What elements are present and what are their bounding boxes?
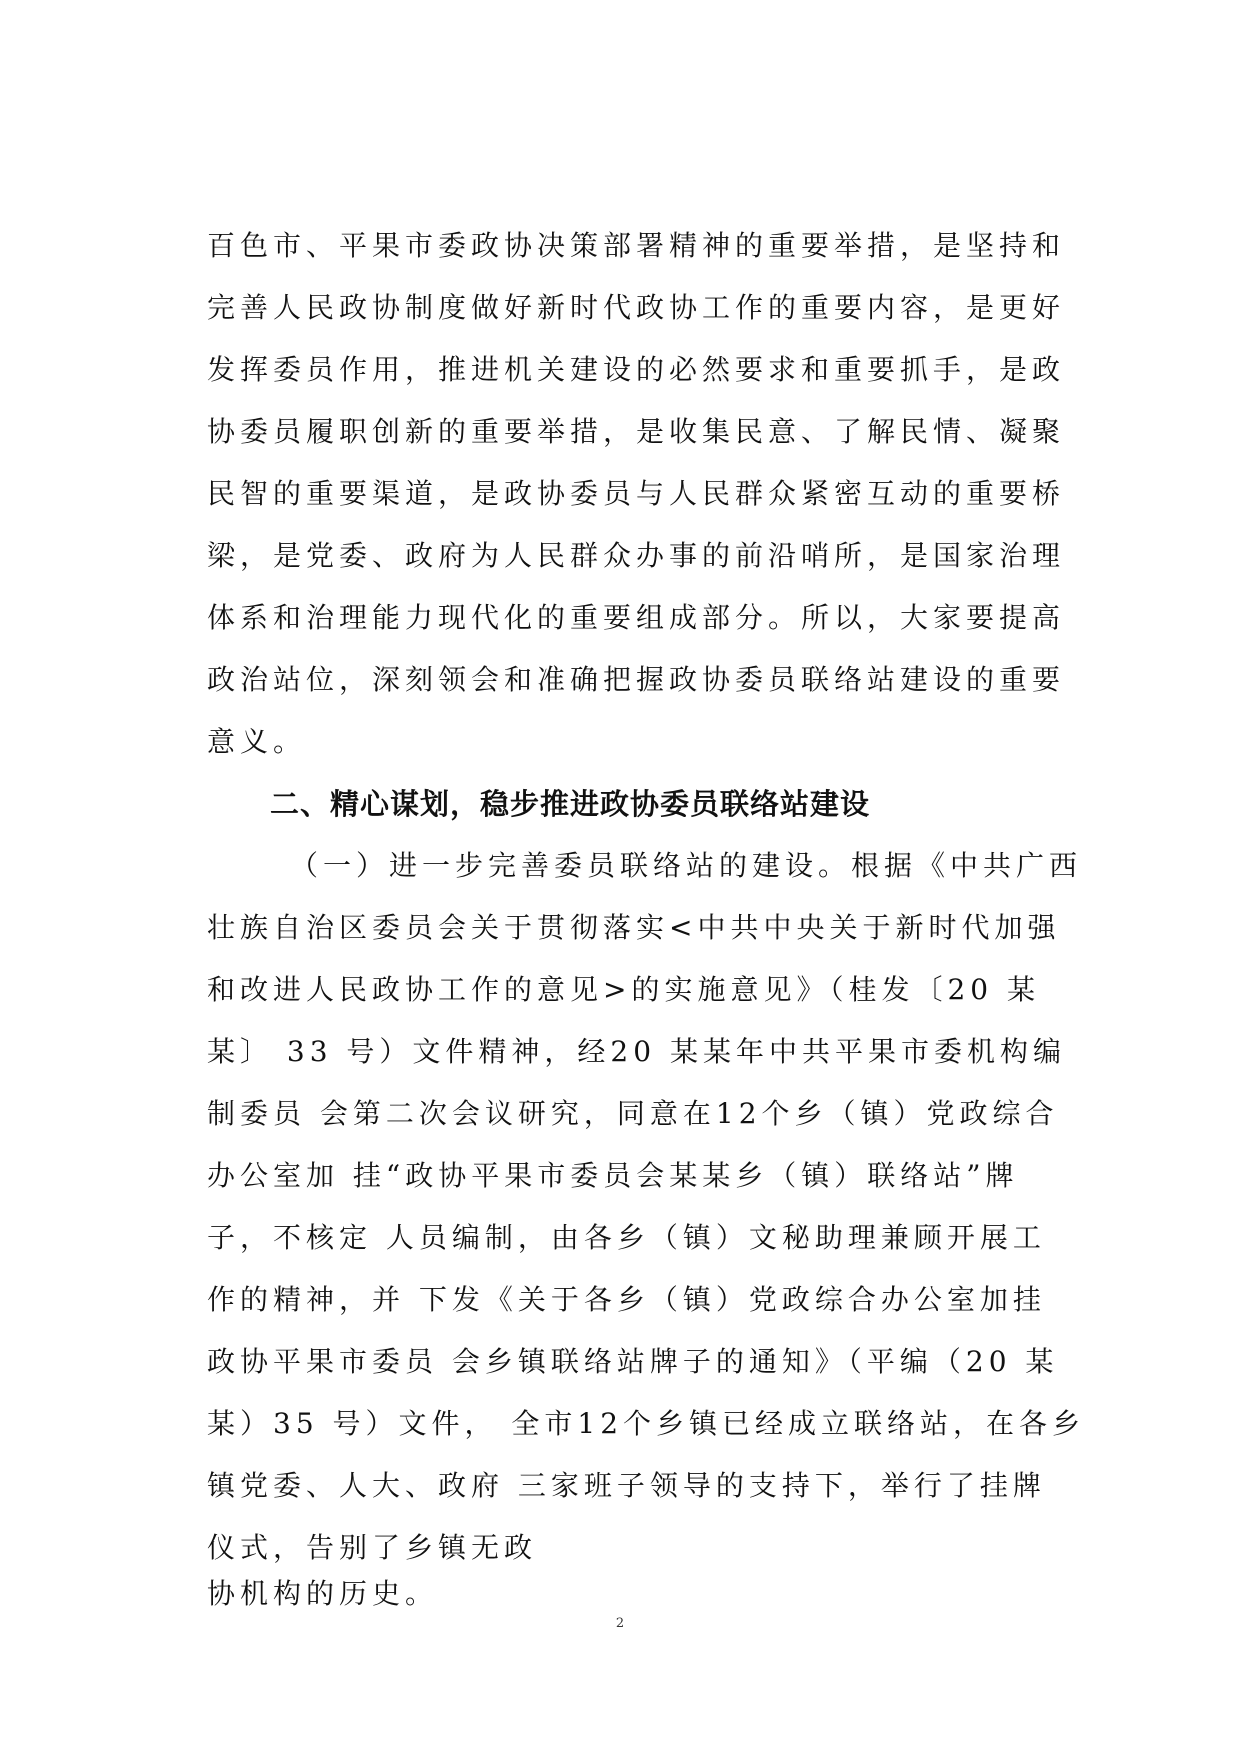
paragraph-line: 民智的重要渠道，是政协委员与人民群众紧密互动的重要桥 <box>207 477 1066 510</box>
paragraph-line: 发挥委员作用，推进机关建设的必然要求和重要抓手，是政 <box>207 353 1066 386</box>
paragraph-line: 政治站位，深刻领会和准确把握政协委员联络站建设的重要 <box>207 663 1066 696</box>
paragraph-line: 镇党委、人大、政府 三家班子领导的支持下，举行了挂牌 <box>207 1469 1046 1502</box>
paragraph-line: 协机构的历史。 <box>207 1577 439 1610</box>
paragraph-line: 完善人民政协制度做好新时代政协工作的重要内容，是更好 <box>207 291 1066 324</box>
paragraph-line: 协委员履职创新的重要举措，是收集民意、了解民情、凝聚 <box>207 415 1066 448</box>
paragraph-line: 壮族自治区委员会关于贯彻落实<中共中央关于新时代加强 <box>207 911 1061 944</box>
paragraph-line: 仪式，告别了乡镇无政 <box>207 1531 538 1564</box>
paragraph-line: 体系和治理能力现代化的重要组成部分。所以，大家要提高 <box>207 601 1066 634</box>
paragraph-line: 制委员 会第二次会议研究，同意在12个乡（镇）党政综合 <box>207 1097 1059 1130</box>
paragraph-line: 梁，是党委、政府为人民群众办事的前沿哨所，是国家治理 <box>207 539 1066 572</box>
paragraph-line: 某〕 33 号）文件精神，经20 某某年中共平果市委机构编 <box>207 1035 1066 1068</box>
paragraph-line: 和改进人民政协工作的意见>的实施意见》（桂发〔20 某 <box>207 973 1040 1006</box>
paragraph-line: 子，不核定 人员编制，由各乡（镇）文秘助理兼顾开展工 <box>207 1221 1046 1254</box>
paragraph-line: 办公室加 挂“政协平果市委员会某某乡（镇）联络站”牌 <box>207 1159 1019 1192</box>
paragraph-line: 作的精神，并 下发《关于各乡（镇）党政综合办公室加挂 <box>207 1283 1046 1316</box>
paragraph-line: 某）35 号）文件， 全市12个乡镇已经成立联络站，在各乡 <box>207 1407 1086 1440</box>
paragraph-line: 政协平果市委员 会乡镇联络站牌子的通知》（平编（20 某 <box>207 1345 1059 1378</box>
page-number: 2 <box>615 1616 625 1631</box>
paragraph-line: （一）进一步完善委员联络站的建设。根据《中共广西 <box>290 849 1083 882</box>
paragraph-line: 意义。 <box>207 725 307 758</box>
paragraph-line: 百色市、平果市委政协决策部署精神的重要举措，是坚持和 <box>207 229 1066 262</box>
section-heading: 二、精心谋划，稳步推进政协委员联络站建设 <box>270 787 871 821</box>
